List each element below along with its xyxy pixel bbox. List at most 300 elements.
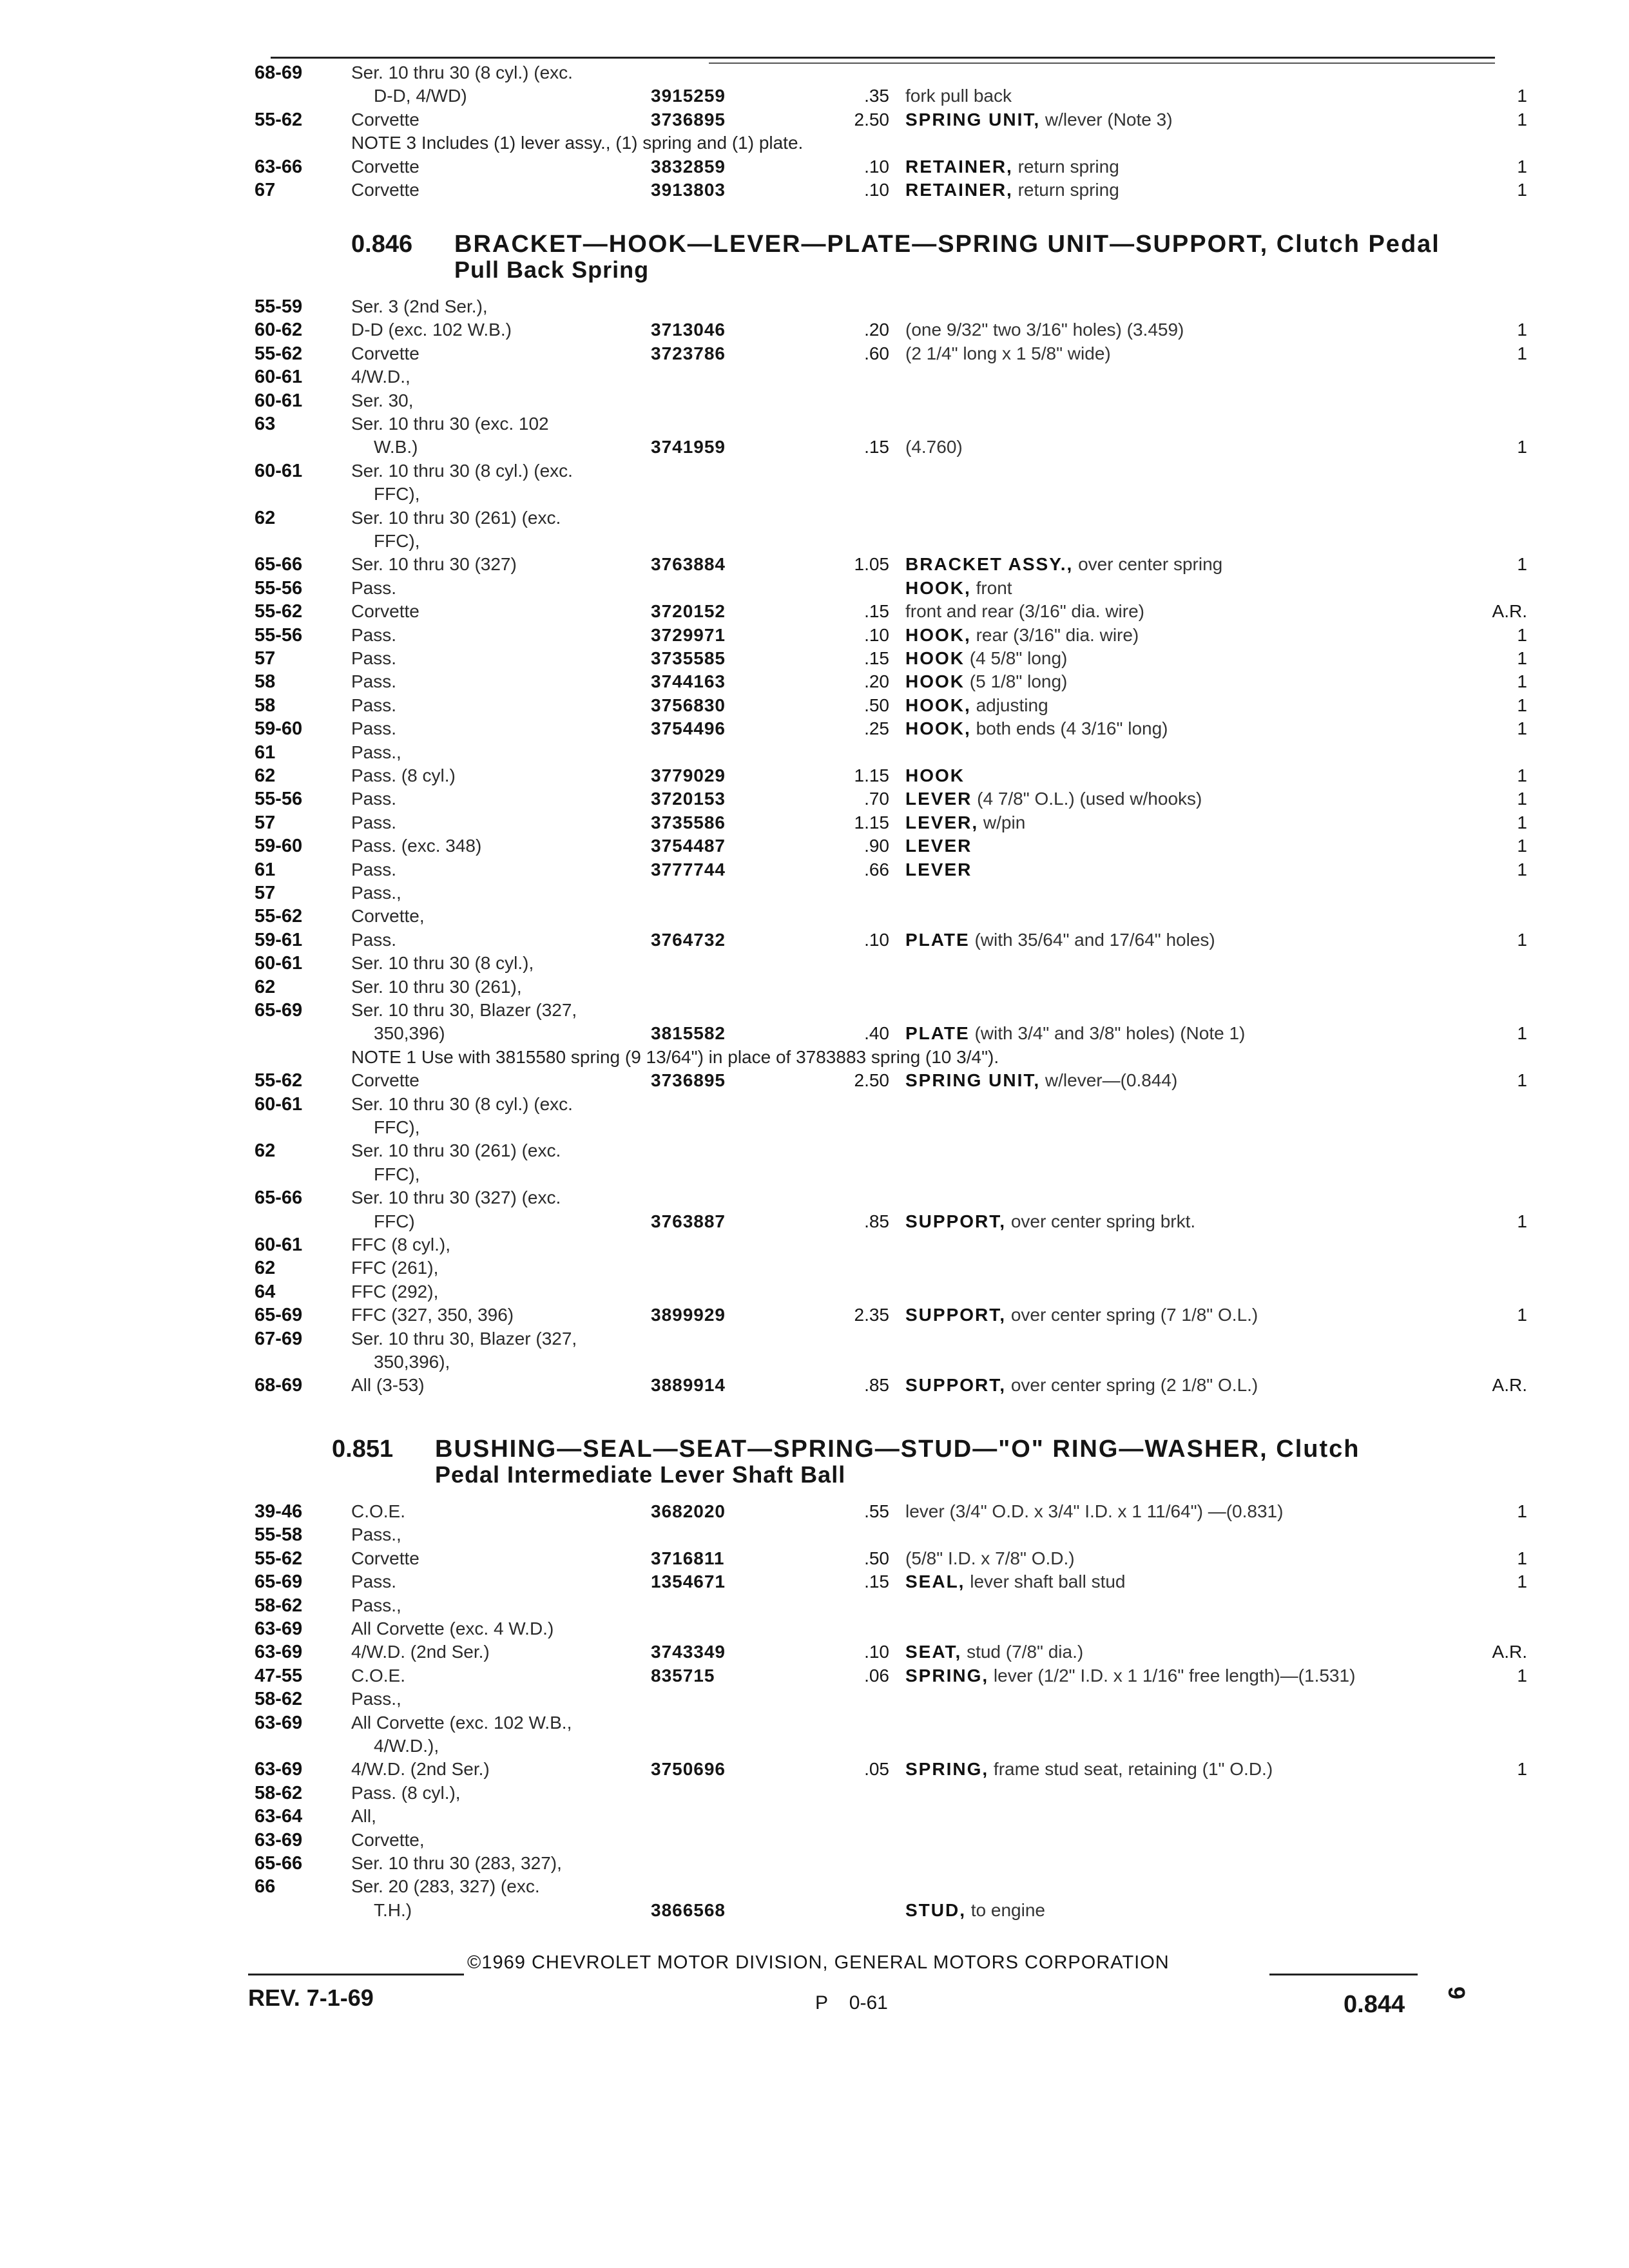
part-number: 3743349 bbox=[651, 1642, 726, 1662]
model-application: Pass. bbox=[351, 859, 397, 879]
model-years: 55-56 bbox=[255, 577, 303, 599]
model-years: 47-55 bbox=[255, 1665, 303, 1686]
part-name: PLATE bbox=[905, 1023, 970, 1044]
part-detail: over center spring (7 1/8" O.L.) bbox=[1010, 1305, 1258, 1325]
part-name: LEVER bbox=[905, 859, 972, 879]
model-application: All Corvette (exc. 102 W.B., bbox=[351, 1712, 572, 1733]
list-price: .20 bbox=[864, 671, 889, 692]
part-number: 3750696 bbox=[651, 1759, 726, 1780]
part-detail: return spring bbox=[1017, 180, 1119, 200]
part-description bbox=[905, 1500, 1283, 1523]
part-number: 3736895 bbox=[651, 1070, 726, 1091]
part-detail: lever (3/4" O.D. x 3/4" I.D. x 1 11/64") —(0.831) bbox=[905, 1501, 1284, 1521]
model-years: 63-69 bbox=[255, 1642, 303, 1663]
model-application: Pass. (exc. 348) bbox=[351, 836, 482, 856]
model-application: All Corvette (exc. 4 W.D.) bbox=[351, 1619, 554, 1639]
quantity: 1 bbox=[1517, 1070, 1527, 1091]
quantity: 1 bbox=[1517, 1501, 1527, 1521]
part-name: SUPPORT, bbox=[905, 1211, 1007, 1231]
part-detail: rear (3/16" dia. wire) bbox=[976, 624, 1139, 645]
model-years: 63-69 bbox=[255, 1759, 303, 1780]
list-price: 1.05 bbox=[854, 554, 889, 575]
model-years: 62 bbox=[255, 507, 276, 528]
model-application: Pass. (8 cyl.) bbox=[351, 765, 456, 785]
part-name: SPRING, bbox=[905, 1759, 989, 1780]
quantity: 1 bbox=[1517, 836, 1527, 856]
model-application: Ser. 10 thru 30 (261) (exc. bbox=[351, 507, 561, 528]
part-detail: (4.760) bbox=[905, 437, 963, 457]
model-years: 62 bbox=[255, 765, 276, 786]
model-years: 61 bbox=[255, 859, 276, 880]
part-detail: w/lever (Note 3) bbox=[1045, 109, 1173, 130]
part-description bbox=[905, 1640, 1083, 1664]
part-name: SEAT, bbox=[905, 1642, 962, 1662]
quantity: 1 bbox=[1517, 859, 1527, 879]
quantity: 1 bbox=[1517, 1571, 1527, 1592]
model-application: Corvette bbox=[351, 1548, 419, 1568]
quantity: 1 bbox=[1517, 718, 1527, 739]
model-application: Ser. 10 thru 30 (8 cyl.) (exc. bbox=[351, 460, 573, 481]
part-number: 3682020 bbox=[651, 1501, 726, 1521]
list-price: .25 bbox=[864, 718, 889, 739]
list-price: .35 bbox=[864, 86, 889, 106]
section-title-line1: BRACKET—HOOK—LEVER—PLATE—SPRING UNIT—SUPPORT, Clutch Pedal bbox=[454, 231, 1440, 258]
model-years: 59-60 bbox=[255, 718, 303, 740]
list-price: .06 bbox=[864, 1665, 889, 1686]
part-number: 835715 bbox=[651, 1665, 715, 1686]
model-application: Corvette bbox=[351, 601, 419, 622]
model-application: Ser. 30, bbox=[351, 390, 414, 410]
part-number: 3729971 bbox=[651, 624, 726, 645]
footer-copyright: ©1969 CHEVROLET MOTOR DIVISION, GENERAL MOTORS CORPORATION bbox=[467, 1952, 1170, 1973]
quantity: 1 bbox=[1517, 320, 1527, 340]
model-application: D-D, 4/WD) bbox=[374, 86, 467, 106]
part-description bbox=[905, 717, 1168, 740]
quantity: 1 bbox=[1517, 180, 1527, 200]
quantity: 1 bbox=[1517, 1759, 1527, 1780]
footer-corner-mark: 9 bbox=[1443, 1986, 1470, 2000]
list-price: 2.35 bbox=[854, 1305, 889, 1325]
part-number: 3723786 bbox=[651, 343, 726, 363]
part-detail: (4 5/8" long) bbox=[969, 648, 1068, 668]
part-detail: (4 7/8" O.L.) (used w/hooks) bbox=[977, 789, 1202, 809]
part-name: SUPPORT, bbox=[905, 1375, 1007, 1396]
part-description bbox=[905, 577, 1012, 600]
quantity: A.R. bbox=[1492, 1375, 1527, 1396]
model-application: Pass. bbox=[351, 929, 397, 950]
list-price: 2.50 bbox=[854, 1070, 889, 1091]
part-number: 3889914 bbox=[651, 1375, 726, 1396]
part-number: 3915259 bbox=[651, 86, 726, 106]
model-application: Pass., bbox=[351, 883, 401, 903]
part-description bbox=[905, 1069, 1177, 1092]
part-description bbox=[905, 1758, 1273, 1781]
model-application: Corvette bbox=[351, 1070, 419, 1091]
part-number: 3866568 bbox=[651, 1899, 726, 1920]
part-detail: return spring bbox=[1017, 156, 1119, 177]
model-years: 55-62 bbox=[255, 1070, 303, 1091]
list-price: .10 bbox=[864, 180, 889, 200]
quantity: 1 bbox=[1517, 812, 1527, 832]
model-years: 57 bbox=[255, 812, 276, 833]
model-years: 55-56 bbox=[255, 789, 303, 810]
model-years: 55-62 bbox=[255, 601, 303, 622]
model-years: 58 bbox=[255, 695, 276, 716]
model-application: Ser. 10 thru 30 (261) (exc. bbox=[351, 1140, 561, 1161]
model-application: 4/W.D. (2nd Ser.) bbox=[351, 1642, 490, 1662]
list-price: .70 bbox=[864, 789, 889, 809]
model-years: 55-62 bbox=[255, 906, 303, 927]
list-price: .90 bbox=[864, 836, 889, 856]
part-description bbox=[905, 108, 1173, 131]
quantity: 1 bbox=[1517, 929, 1527, 950]
table-row bbox=[0, 178, 1629, 207]
part-description bbox=[905, 1210, 1195, 1233]
quantity: 1 bbox=[1517, 1665, 1527, 1686]
part-description bbox=[905, 787, 1202, 811]
model-application: D-D (exc. 102 W.B.) bbox=[351, 320, 512, 340]
model-application: Pass., bbox=[351, 1595, 401, 1615]
model-application: Ser. 10 thru 30 (283, 327), bbox=[351, 1853, 562, 1873]
model-application: Corvette, bbox=[351, 1829, 425, 1850]
list-price: .10 bbox=[864, 929, 889, 950]
model-application: 350,396), bbox=[374, 1352, 450, 1372]
part-description bbox=[905, 928, 1215, 952]
part-name: SEAL, bbox=[905, 1571, 965, 1592]
part-description bbox=[905, 600, 1144, 623]
part-number: 3744163 bbox=[651, 671, 726, 692]
table-row bbox=[0, 1374, 1629, 1402]
list-price: .20 bbox=[864, 320, 889, 340]
list-price: .15 bbox=[864, 1571, 889, 1592]
model-years: 65-66 bbox=[255, 1187, 303, 1209]
part-description bbox=[905, 1664, 1355, 1687]
model-application: Corvette bbox=[351, 180, 419, 200]
part-detail: w/pin bbox=[983, 812, 1026, 832]
model-years: 65-69 bbox=[255, 1305, 303, 1326]
part-number: 3713046 bbox=[651, 320, 726, 340]
model-years: 58-62 bbox=[255, 1689, 303, 1710]
part-description bbox=[905, 694, 1048, 717]
model-years: 63-66 bbox=[255, 156, 303, 177]
part-number: 1354671 bbox=[651, 1571, 726, 1592]
footer-rule-left bbox=[248, 1974, 464, 1975]
part-detail: over center spring (2 1/8" O.L.) bbox=[1010, 1375, 1258, 1396]
note-text: NOTE 1 Use with 3815580 spring (9 13/64") in place of 3783883 spring (10 3/4"). bbox=[351, 1046, 999, 1067]
model-application: Pass. bbox=[351, 695, 397, 715]
model-application: FFC (327, 350, 396) bbox=[351, 1305, 514, 1325]
quantity: 1 bbox=[1517, 1023, 1527, 1044]
part-number: 3815582 bbox=[651, 1023, 726, 1044]
model-application: Pass. bbox=[351, 789, 397, 809]
model-years: 58-62 bbox=[255, 1595, 303, 1616]
model-years: 65-69 bbox=[255, 1571, 303, 1593]
part-name: HOOK, bbox=[905, 695, 971, 715]
model-years: 63-64 bbox=[255, 1806, 303, 1827]
model-years: 60-62 bbox=[255, 320, 303, 341]
part-name: BRACKET ASSY., bbox=[905, 554, 1074, 575]
quantity: 1 bbox=[1517, 789, 1527, 809]
part-description bbox=[905, 1570, 1126, 1593]
part-description bbox=[905, 84, 1012, 108]
part-detail: both ends (4 3/16" long) bbox=[976, 718, 1168, 739]
part-name: HOOK bbox=[905, 648, 965, 668]
model-years: 60-61 bbox=[255, 367, 303, 388]
model-application: T.H.) bbox=[374, 1899, 412, 1920]
part-description bbox=[905, 647, 1067, 670]
list-price: .15 bbox=[864, 437, 889, 457]
model-years: 66 bbox=[255, 1876, 276, 1898]
list-price: 1.15 bbox=[854, 812, 889, 832]
model-years: 55-62 bbox=[255, 109, 303, 130]
part-number: 3763887 bbox=[651, 1211, 726, 1231]
quantity: A.R. bbox=[1492, 601, 1527, 622]
model-application: Ser. 10 thru 30 (8 cyl.) (exc. bbox=[351, 62, 573, 82]
model-years: 60-61 bbox=[255, 1093, 303, 1115]
model-years: 55-58 bbox=[255, 1524, 303, 1546]
part-description bbox=[905, 1303, 1258, 1327]
model-application: Corvette bbox=[351, 109, 419, 130]
model-years: 60-61 bbox=[255, 390, 303, 411]
list-price: .50 bbox=[864, 1548, 889, 1568]
part-description bbox=[905, 764, 965, 787]
part-name: PLATE bbox=[905, 929, 970, 950]
quantity: 1 bbox=[1517, 765, 1527, 785]
model-application: Pass. bbox=[351, 624, 397, 645]
quantity: 1 bbox=[1517, 1305, 1527, 1325]
model-application: Pass. bbox=[351, 718, 397, 739]
model-years: 60-61 bbox=[255, 953, 303, 974]
quantity: 1 bbox=[1517, 554, 1527, 575]
model-years: 58 bbox=[255, 671, 276, 693]
part-number: 3763884 bbox=[651, 554, 726, 575]
model-years: 57 bbox=[255, 648, 276, 669]
model-application: FFC (292), bbox=[351, 1281, 439, 1302]
model-application: Pass., bbox=[351, 1689, 401, 1709]
model-years: 60-61 bbox=[255, 1235, 303, 1255]
part-number: 3754496 bbox=[651, 718, 726, 739]
model-application: 4/W.D.), bbox=[374, 1736, 439, 1756]
part-number: 3716811 bbox=[651, 1548, 725, 1568]
part-description bbox=[905, 1022, 1245, 1045]
model-years: 62 bbox=[255, 976, 276, 997]
model-application: FFC), bbox=[374, 1164, 420, 1184]
model-application: FFC), bbox=[374, 1117, 420, 1137]
model-years: 39-46 bbox=[255, 1501, 303, 1522]
model-application: All, bbox=[351, 1806, 376, 1827]
model-application: Pass., bbox=[351, 742, 401, 762]
model-application: Ser. 10 thru 30 (327) bbox=[351, 554, 517, 575]
model-years: 55-59 bbox=[255, 296, 303, 317]
part-name: SPRING, bbox=[905, 1665, 989, 1686]
part-number: 3832859 bbox=[651, 156, 726, 177]
model-application: Pass. bbox=[351, 812, 397, 832]
part-name: HOOK, bbox=[905, 718, 971, 739]
model-years: 65-66 bbox=[255, 1853, 303, 1874]
part-description bbox=[905, 178, 1119, 202]
model-application: Ser. 10 thru 30 (8 cyl.) (exc. bbox=[351, 1093, 573, 1114]
part-detail: w/lever—(0.844) bbox=[1045, 1070, 1178, 1091]
part-description bbox=[905, 670, 1067, 693]
model-years: 68-69 bbox=[255, 62, 303, 83]
part-number: 3720152 bbox=[651, 601, 726, 622]
model-years: 59-60 bbox=[255, 836, 303, 857]
part-number: 3741959 bbox=[651, 437, 726, 457]
quantity: 1 bbox=[1517, 624, 1527, 645]
section-title-line2: Pull Back Spring bbox=[454, 256, 650, 283]
list-price: .50 bbox=[864, 695, 889, 715]
model-application: 4/W.D., bbox=[351, 367, 410, 387]
model-application: 4/W.D. (2nd Ser.) bbox=[351, 1759, 490, 1780]
part-description bbox=[905, 1374, 1258, 1397]
model-years: 67-69 bbox=[255, 1328, 303, 1349]
quantity: 1 bbox=[1517, 437, 1527, 457]
part-name: HOOK bbox=[905, 765, 965, 785]
part-name: HOOK, bbox=[905, 577, 971, 598]
quantity: 1 bbox=[1517, 86, 1527, 106]
model-years: 63-69 bbox=[255, 1829, 303, 1850]
footer-section-ref: 0.844 bbox=[1344, 1991, 1405, 2018]
part-detail: (5 1/8" long) bbox=[969, 671, 1068, 692]
section-number: 0.846 bbox=[351, 231, 413, 258]
model-years: 65-69 bbox=[255, 1000, 303, 1021]
quantity: 1 bbox=[1517, 156, 1527, 177]
model-years: 57 bbox=[255, 883, 276, 903]
part-name: LEVER, bbox=[905, 812, 979, 832]
part-detail: front bbox=[976, 577, 1012, 598]
section-number: 0.851 bbox=[332, 1436, 394, 1463]
table-row bbox=[0, 1899, 1629, 1927]
model-application: FFC), bbox=[374, 484, 420, 505]
model-application: Pass., bbox=[351, 1524, 401, 1545]
model-application: Pass. bbox=[351, 1571, 397, 1592]
part-number: 3764732 bbox=[651, 929, 726, 950]
list-price: .60 bbox=[864, 343, 889, 363]
model-application: Ser. 3 (2nd Ser.), bbox=[351, 296, 488, 316]
part-name: HOOK, bbox=[905, 624, 971, 645]
list-price: .05 bbox=[864, 1759, 889, 1780]
model-application: Corvette bbox=[351, 343, 419, 363]
part-number: 3720153 bbox=[651, 789, 726, 809]
part-detail: adjusting bbox=[976, 695, 1048, 715]
model-application: W.B.) bbox=[374, 437, 418, 457]
footer-revision: REV. 7-1-69 bbox=[248, 1984, 374, 2011]
model-application: Pass. bbox=[351, 577, 397, 598]
part-detail: (with 3/4" and 3/8" holes) (Note 1) bbox=[974, 1023, 1246, 1044]
quantity: 1 bbox=[1517, 109, 1527, 130]
list-price: .15 bbox=[864, 648, 889, 668]
model-years: 55-62 bbox=[255, 343, 303, 364]
model-application: Pass. (8 cyl.), bbox=[351, 1782, 461, 1803]
list-price: .10 bbox=[864, 156, 889, 177]
part-description bbox=[905, 811, 1025, 834]
model-application: Corvette bbox=[351, 156, 419, 177]
model-application: Corvette, bbox=[351, 906, 425, 927]
part-name: SPRING UNIT, bbox=[905, 109, 1041, 130]
list-price: .85 bbox=[864, 1211, 889, 1231]
part-detail: to engine bbox=[970, 1899, 1045, 1920]
model-years: 58-62 bbox=[255, 1782, 303, 1803]
part-detail: (2 1/4" long x 1 5/8" wide) bbox=[905, 343, 1111, 363]
part-detail: over center spring brkt. bbox=[1010, 1211, 1196, 1231]
model-application: Ser. 10 thru 30 (327) (exc. bbox=[351, 1187, 561, 1208]
quantity: 1 bbox=[1517, 648, 1527, 668]
part-number: 3735585 bbox=[651, 648, 726, 668]
part-description bbox=[905, 1899, 1045, 1922]
part-detail: stud (7/8" dia.) bbox=[967, 1642, 1084, 1662]
model-application: FFC (8 cyl.), bbox=[351, 1235, 450, 1254]
model-application: FFC (261), bbox=[351, 1258, 439, 1278]
quantity: 1 bbox=[1517, 1548, 1527, 1568]
part-description bbox=[905, 436, 963, 459]
list-price: .10 bbox=[864, 1642, 889, 1662]
quantity: 1 bbox=[1517, 695, 1527, 715]
model-application: C.O.E. bbox=[351, 1665, 406, 1686]
list-price: .10 bbox=[864, 624, 889, 645]
part-number: 3756830 bbox=[651, 695, 726, 715]
model-years: 64 bbox=[255, 1281, 276, 1302]
part-detail: (with 35/64" and 17/64" holes) bbox=[974, 929, 1215, 950]
model-years: 55-56 bbox=[255, 624, 303, 646]
part-number: 3735586 bbox=[651, 812, 726, 832]
part-detail: (5/8" I.D. x 7/8" O.D.) bbox=[905, 1548, 1075, 1568]
part-number: 3754487 bbox=[651, 836, 726, 856]
list-price: 1.15 bbox=[854, 765, 889, 785]
part-detail: lever shaft ball stud bbox=[970, 1571, 1126, 1592]
part-number: 3899929 bbox=[651, 1305, 726, 1325]
quantity: 1 bbox=[1517, 1211, 1527, 1231]
quantity: A.R. bbox=[1492, 1642, 1527, 1662]
model-years: 67 bbox=[255, 180, 276, 200]
footer-page-number: P 0-61 bbox=[815, 1992, 888, 2013]
model-years: 65-66 bbox=[255, 554, 303, 575]
model-application: Ser. 10 thru 30, Blazer (327, bbox=[351, 1328, 577, 1349]
model-years: 61 bbox=[255, 742, 276, 763]
model-years: 62 bbox=[255, 1140, 276, 1162]
part-number: 3736895 bbox=[651, 109, 726, 130]
model-years: 63-69 bbox=[255, 1712, 303, 1733]
part-description bbox=[905, 1547, 1075, 1570]
part-detail: over center spring bbox=[1078, 554, 1223, 575]
model-application: Ser. 10 thru 30 (261), bbox=[351, 976, 522, 997]
part-number: 3777744 bbox=[651, 859, 726, 879]
part-name: HOOK bbox=[905, 671, 965, 692]
part-name: SPRING UNIT, bbox=[905, 1070, 1041, 1091]
footer-rule-right bbox=[1269, 1974, 1418, 1975]
part-description bbox=[905, 553, 1222, 576]
part-description bbox=[905, 318, 1184, 341]
section-title-line2: Pedal Intermediate Lever Shaft Ball bbox=[435, 1461, 846, 1488]
part-detail: fork pull back bbox=[905, 86, 1012, 106]
top-rule bbox=[271, 57, 1495, 59]
part-number: 3779029 bbox=[651, 765, 726, 785]
part-detail: front and rear (3/16" dia. wire) bbox=[905, 601, 1144, 622]
part-description bbox=[905, 342, 1111, 365]
model-application: Pass. bbox=[351, 648, 397, 668]
model-application: Ser. 10 thru 30, Blazer (327, bbox=[351, 1000, 577, 1020]
part-name: SUPPORT, bbox=[905, 1305, 1007, 1325]
model-application: C.O.E. bbox=[351, 1501, 406, 1521]
model-application: FFC), bbox=[374, 531, 420, 551]
model-application: All (3-53) bbox=[351, 1375, 425, 1396]
model-years: 59-61 bbox=[255, 929, 303, 950]
model-application: 350,396) bbox=[374, 1023, 445, 1044]
part-number: 3913803 bbox=[651, 180, 726, 200]
list-price: .85 bbox=[864, 1375, 889, 1396]
part-description bbox=[905, 834, 972, 858]
part-name: LEVER bbox=[905, 836, 972, 856]
part-detail: frame stud seat, retaining (1" O.D.) bbox=[993, 1759, 1273, 1780]
